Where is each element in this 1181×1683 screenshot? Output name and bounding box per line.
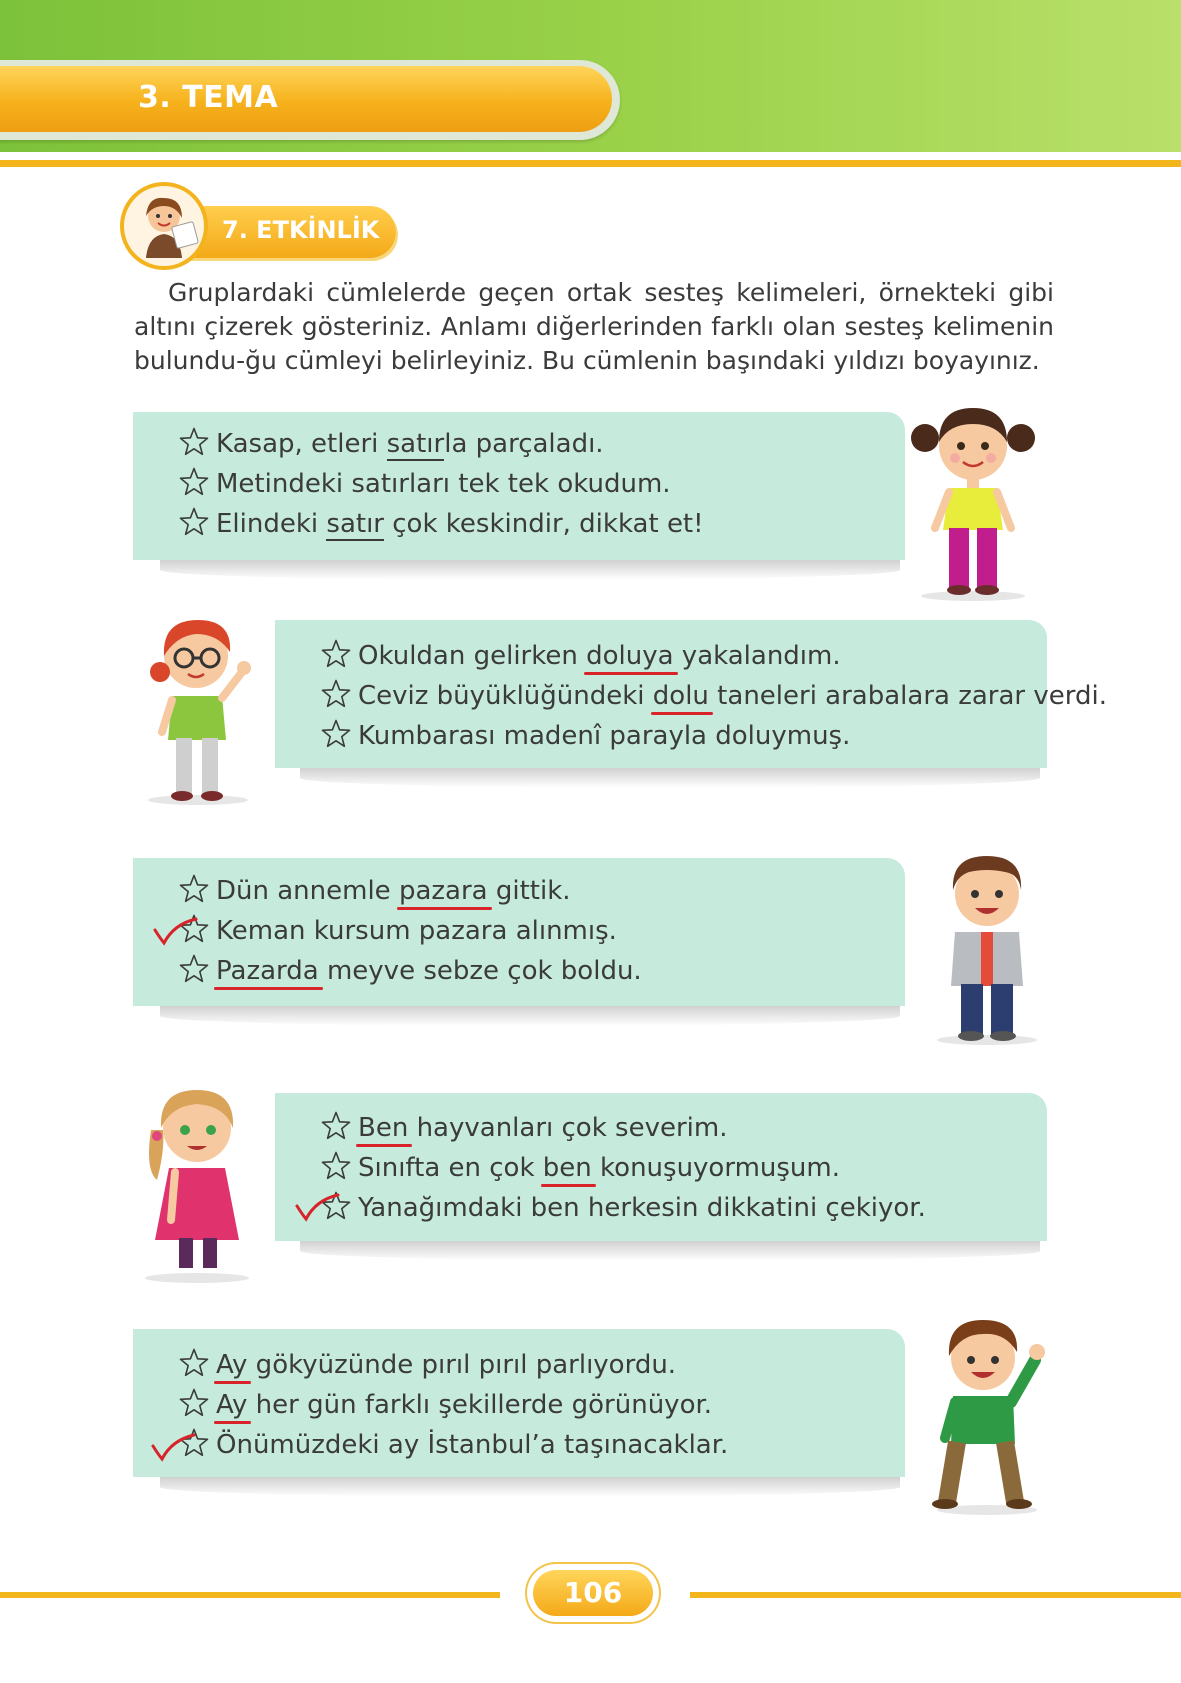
boy-waving-illustration bbox=[925, 1312, 1055, 1517]
sentence-line: Kasap, etleri satırla parçaladı. bbox=[178, 426, 604, 462]
sentence-line: Metindeki satırları tek tek okudum. bbox=[178, 466, 671, 502]
homonym-word: Ben bbox=[358, 1113, 409, 1143]
theme-tab bbox=[0, 60, 620, 140]
header-divider bbox=[0, 152, 1181, 160]
star-icon[interactable] bbox=[320, 1110, 352, 1142]
homonym-word: pazara bbox=[398, 876, 488, 906]
sentence-line: Önümüzdeki ay İstanbul’a taşınacaklar. bbox=[178, 1427, 728, 1463]
homonym-word: doluya bbox=[586, 641, 674, 671]
homonym-word: satır bbox=[326, 509, 384, 539]
sentence-line: Ceviz büyüklüğündeki dolu taneleri arabalara zarar verdi. bbox=[320, 678, 1107, 714]
check-mark-icon bbox=[150, 1432, 198, 1462]
activity-title: 7. ETKİNLİK bbox=[222, 216, 380, 244]
page-number: 106 bbox=[563, 1576, 623, 1609]
sentence-line: Elindeki satır çok keskindir, dikkat et! bbox=[178, 506, 704, 542]
star-icon[interactable] bbox=[320, 678, 352, 710]
sentence-line: Ay gökyüzünde pırıl pırıl parlıyordu. bbox=[178, 1347, 676, 1383]
girl-glasses-illustration bbox=[138, 612, 263, 807]
star-icon[interactable] bbox=[178, 1387, 210, 1419]
sentence-line: Pazarda meyve sebze çok boldu. bbox=[178, 953, 642, 989]
sentence-line: Okuldan gelirken doluya yakalandım. bbox=[320, 638, 841, 674]
star-icon[interactable] bbox=[320, 1150, 352, 1182]
homonym-word: Ay bbox=[216, 1390, 248, 1420]
boy-curly-illustration bbox=[925, 846, 1050, 1046]
girl-with-drawing-icon bbox=[120, 182, 208, 270]
star-icon[interactable] bbox=[178, 873, 210, 905]
star-icon[interactable] bbox=[178, 953, 210, 985]
star-icon[interactable] bbox=[320, 718, 352, 750]
sentence-line: Sınıfta en çok ben konuşuyormuşum. bbox=[320, 1150, 840, 1186]
star-icon[interactable] bbox=[178, 426, 210, 458]
star-icon[interactable] bbox=[178, 506, 210, 538]
sentence-line: Dün annemle pazara gittik. bbox=[178, 873, 571, 909]
sentence-line: Ay her gün farklı şekillerde görünüyor. bbox=[178, 1387, 712, 1423]
sentence-line: Ben hayvanları çok severim. bbox=[320, 1110, 727, 1146]
homonym-word: ben bbox=[542, 1153, 592, 1183]
sentence-line: Kumbarası madenî parayla doluymuş. bbox=[320, 718, 850, 754]
group-shadow-3 bbox=[160, 1006, 900, 1026]
sentence-line: Yanağımdaki ben herkesin dikkatini çekiyor. bbox=[320, 1190, 926, 1226]
instructions-text: Gruplardaki cümlelerde geçen ortak sesteş kelimeleri, örnekteki gibi altını çizerek gösteriniz. Anlamı diğerlerinden farklı olan sesteş kelimenin bulundu-ğu cümleyi belirleyiniz. Bu cümlenin başındaki yıldızı boyayınız. bbox=[134, 278, 1054, 375]
check-mark-icon bbox=[152, 916, 200, 946]
star-icon[interactable] bbox=[178, 1347, 210, 1379]
homonym-word: Ay bbox=[216, 1350, 248, 1380]
star-icon[interactable] bbox=[320, 638, 352, 670]
group-shadow-2 bbox=[300, 768, 1040, 788]
group-shadow-4 bbox=[300, 1241, 1040, 1261]
check-mark-icon bbox=[294, 1192, 342, 1222]
star-icon[interactable] bbox=[178, 466, 210, 498]
girl-pigtails-illustration bbox=[905, 398, 1040, 603]
group-shadow-5 bbox=[160, 1477, 900, 1497]
footer-rule-right bbox=[690, 1592, 1181, 1598]
homonym-word: satır bbox=[386, 429, 445, 459]
homonym-word: Pazarda bbox=[216, 956, 319, 986]
girl-pink-dress-illustration bbox=[135, 1080, 265, 1285]
sentence-line: Keman kursum pazara alınmış. bbox=[178, 913, 617, 949]
footer-rule-left bbox=[0, 1592, 500, 1598]
group-shadow-1 bbox=[160, 560, 900, 580]
theme-title: 3. TEMA bbox=[138, 80, 279, 115]
header-gold-rule bbox=[0, 160, 1181, 167]
homonym-word: dolu bbox=[652, 681, 709, 711]
